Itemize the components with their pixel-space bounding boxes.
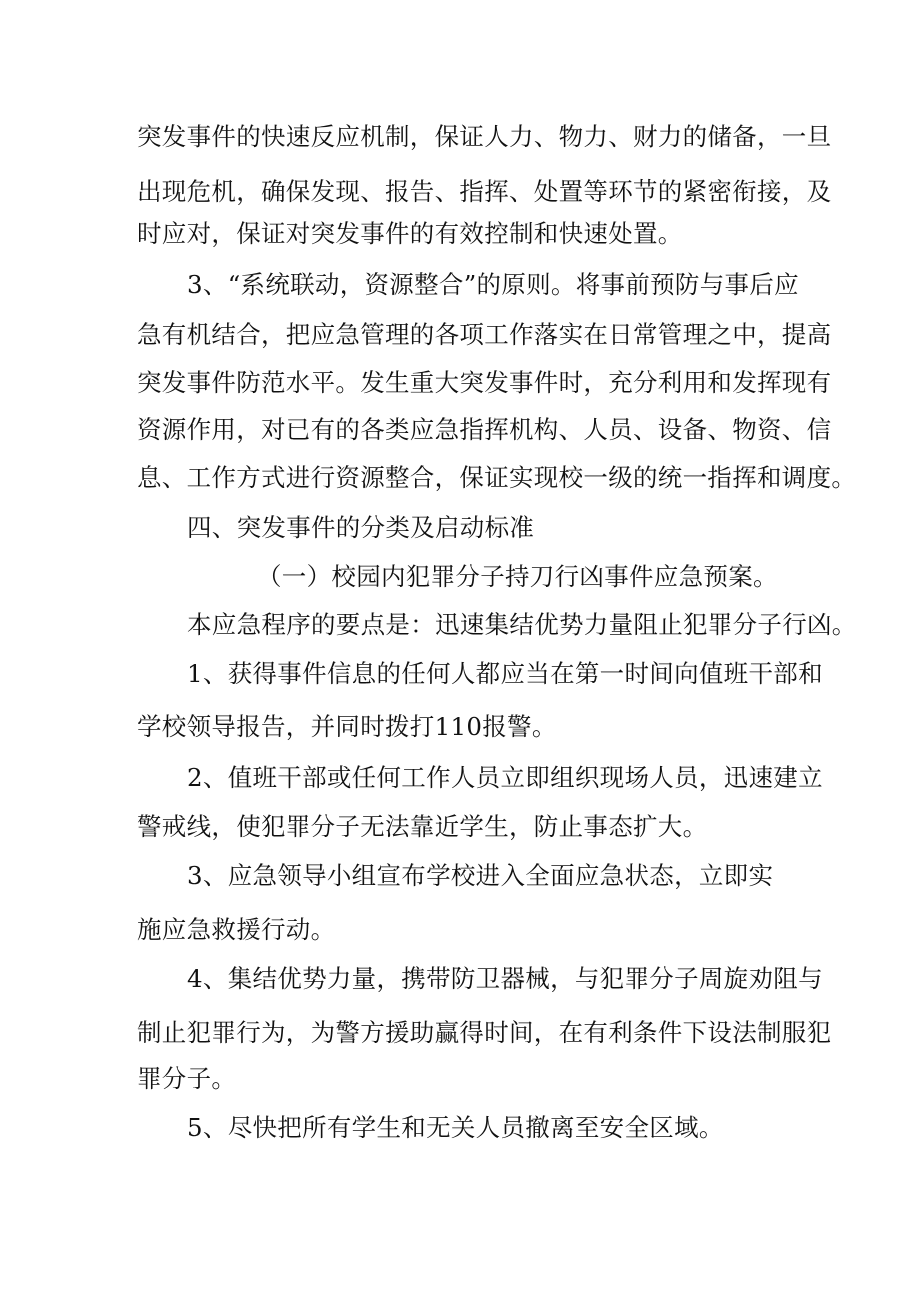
text-line: 出现危机，确保发现、报告、指挥、处置等环节的紧密衔接，及 [137, 177, 832, 206]
text-line: 资源作用，对已有的各类应急指挥机构、人员、设备、物资、信 [137, 415, 832, 444]
text-line: 警戒线，使犯罪分子无法靠近学生，防止事态扩大。 [137, 812, 708, 841]
text-line: 息、工作方式进行资源整合，保证实现校一级的统一指挥和调度。 [137, 463, 857, 492]
text-line: 学校领导报告，并同时拨打110报警。 [137, 712, 557, 741]
text-line: 突发事件防范水平。发生重大突发事件时，充分利用和发挥现有 [137, 368, 832, 397]
text-line: 施应急救援行动。 [137, 915, 336, 944]
text-line: 3、“系统联动，资源整合”的原则。将事前预防与事后应 [187, 270, 799, 299]
text-line: 4、集结优势力量，携带防卫器械，与犯罪分子周旋劝阻与 [187, 964, 823, 993]
text-line: 本应急程序的要点是：迅速集结优势力量阻止犯罪分子行凶。 [187, 610, 857, 639]
text-line: 5、尽快把所有学生和无关人员撤离至安全区域。 [187, 1113, 724, 1142]
text-line: 突发事件的快速反应机制，保证人力、物力、财力的储备，一旦 [137, 122, 832, 151]
section-heading: 四、突发事件的分类及启动标准 [187, 513, 535, 542]
text-line: 急有机结合，把应急管理的各项工作落实在日常管理之中，提高 [137, 320, 832, 349]
text-line: 3、应急领导小组宣布学校进入全面应急状态，立即实 [187, 861, 774, 890]
text-line: 罪分子。 [137, 1064, 237, 1093]
text-line: 时应对，保证对突发事件的有效控制和快速处置。 [137, 219, 683, 248]
subsection-heading: （一）校园内犯罪分子持刀行凶事件应急预案。 [257, 562, 778, 591]
text-line: 2、值班干部或任何工作人员立即组织现场人员，迅速建立 [187, 763, 823, 792]
text-line: 1、获得事件信息的任何人都应当在第一时间向值班干部和 [187, 659, 823, 688]
text-line: 制止犯罪行为，为警方援助赢得时间，在有利条件下设法制服犯 [137, 1018, 832, 1047]
